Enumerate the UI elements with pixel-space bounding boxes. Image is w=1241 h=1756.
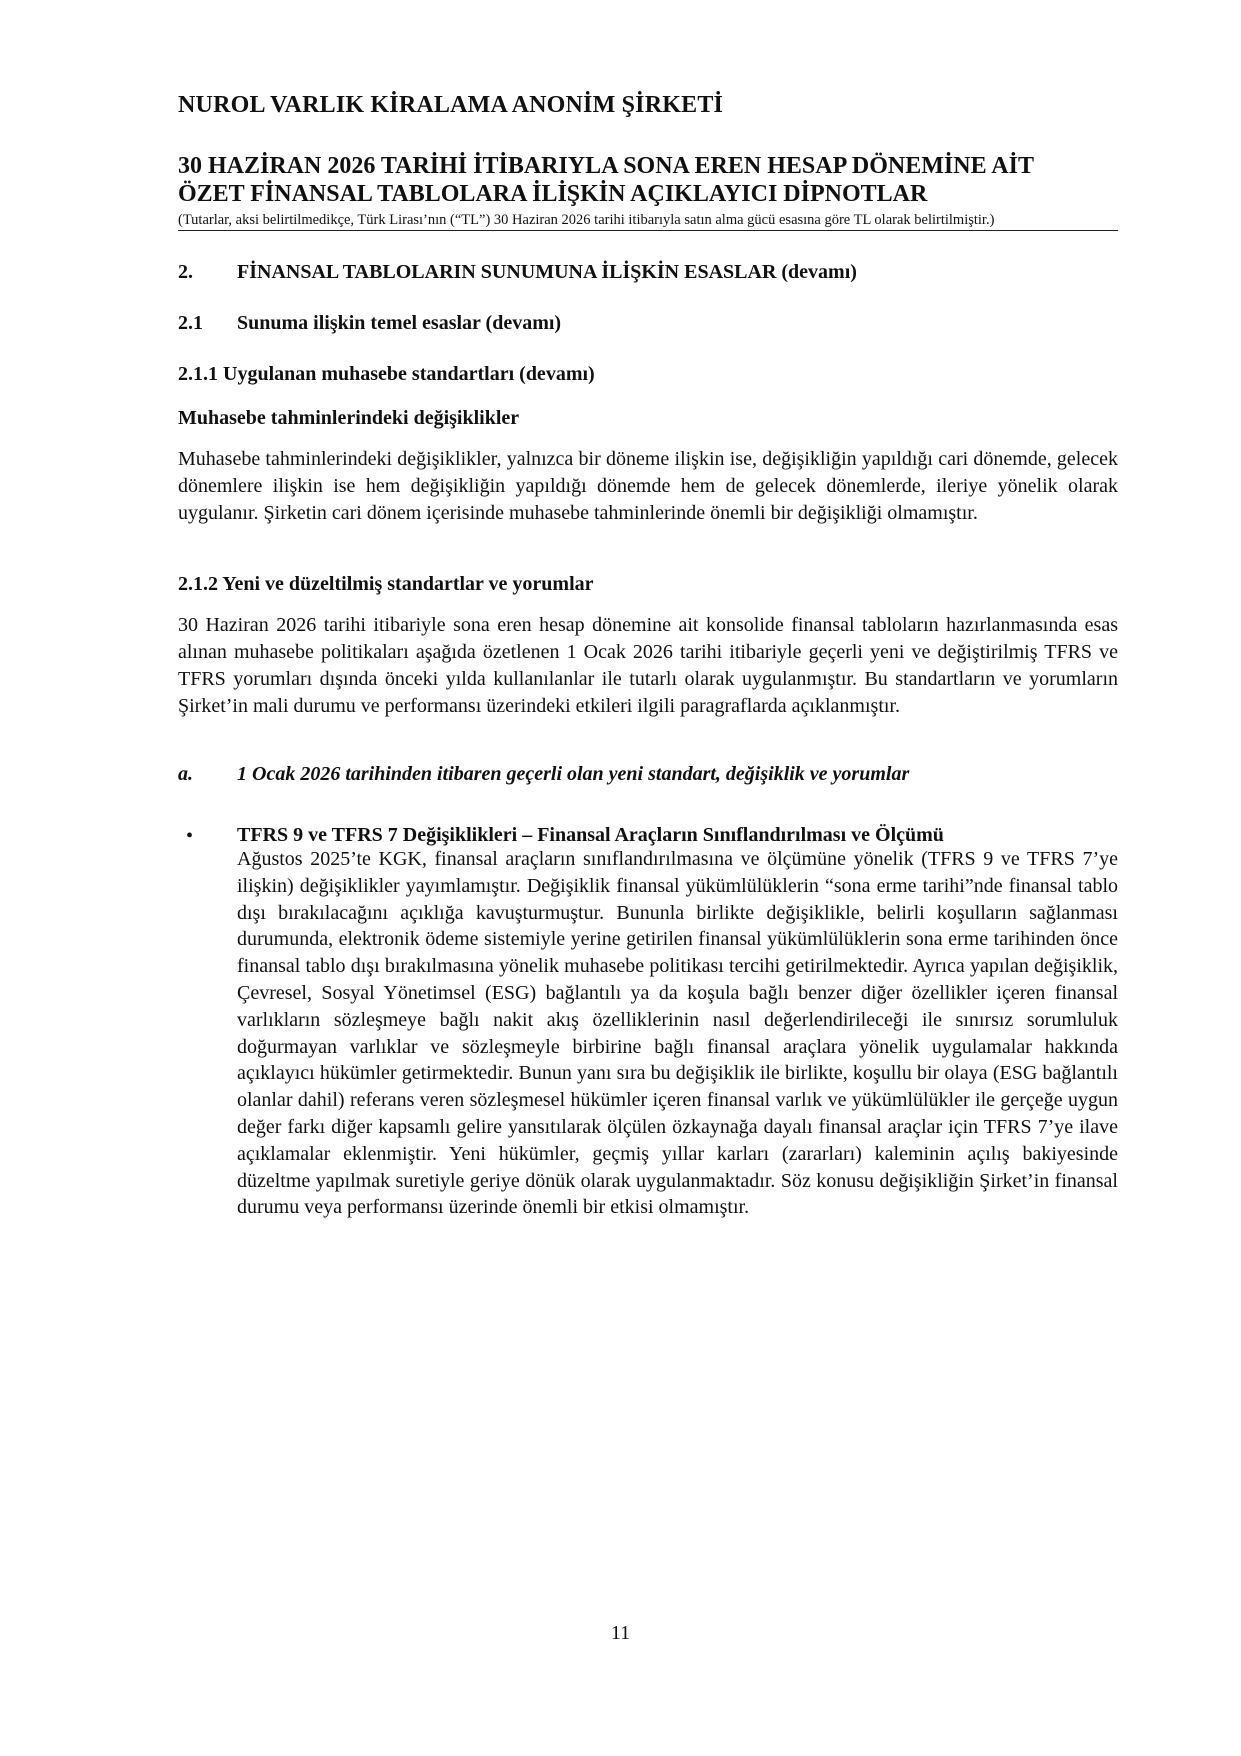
page-number: 11 [610, 1622, 631, 1644]
section-a-number: a. [178, 763, 193, 785]
bullet-icon: • [186, 825, 194, 847]
standards-body: 30 Haziran 2026 tarihi itibariyle sona eren hesap dönemine ait konsolide finansal tabloların hazırlanmasında esas alınan muhasebe politikaları aşağıda özetlenen 1 Ocak 2026 tarihi itibariyle geçerli yeni ve değiştirilmiş TFRS ve TFRS yorumları dışında önceki yılda kullanılanlar ile tutarlı olarak uygulanmıştır. Bu standartların ve yorumların Şirket’in mali durumu ve performansı üzerindeki etkileri ilgili paragraflarda açıklanmıştır. [178, 614, 1118, 717]
standards-paragraph [178, 612, 1118, 720]
section-2-number: 2. [178, 261, 193, 283]
section-2-1-number: 2.1 [178, 312, 203, 334]
tfrs9-heading: TFRS 9 ve TFRS 7 Değişiklikleri – Finansal Araçların Sınıflandırılması ve Ölçümü [237, 824, 944, 846]
document-title-line2: ÖZET FİNANSAL TABLOLARA İLİŞKİN AÇIKLAYICI DİPNOTLAR [178, 181, 928, 207]
currency-note: (Tutarlar, aksi belirtilmedikçe, Türk Lirası’nın (“TL”) 30 Haziran 2026 tarihi itibarıyla satın alma gücü esasına göre TL olarak belirtilmiştir.) [178, 211, 1118, 231]
estimates-paragraph [178, 446, 1118, 527]
section-2-1-1-heading: 2.1.1 Uygulanan muhasebe standartları (devamı) [178, 363, 595, 385]
section-2-title: FİNANSAL TABLOLARIN SUNUMUNA İLİŞKİN ESASLAR (devamı) [237, 261, 857, 283]
section-2-1-heading [178, 311, 561, 335]
section-2-heading [178, 260, 857, 284]
estimates-heading: Muhasebe tahminlerindeki değişiklikler [178, 407, 520, 429]
section-a-heading [178, 762, 909, 786]
estimates-body: Muhasebe tahminlerindeki değişiklikler, yalnızca bir döneme ilişkin ise, değişikliğin yapıldığı cari dönemde, gelecek dönemlere ilişkin ise hem değişikliğin yapıldığı dönemde hem de gelecek dönemlerde, ileriye yönelik olarak uygulanır. Şirketin cari dönem içerisinde muhasebe tahminlerinde önemli bir değişikliği olmamıştır. [178, 448, 1118, 524]
tfrs9-paragraph: Ağustos 2025’te KGK, finansal araçların sınıflandırılmasına ve ölçümüne yönelik (TFRS 9 ve TFRS 7’ye ilişkin) değişiklikler yayımlamıştır. Değişiklik finansal yükümlülüklerin “sona erme tarihi”nde finansal tablo dışı bırakılacağını açıklığa kavuşturmuştur. Bununla birlikte değişiklikle, belirli koşulların sağlanması durumunda, elektronik ödeme sistemiyle yerine getirilen finansal yükümlülüklerin sona erme tarihinden önce finansal tablo dışı bırakılmasına yönelik muhasebe politikası tercihi getirilmektedir. Ayrıca yapılan değişiklik, Çevresel, Sosyal Yönetimsel (ESG) bağlantılı ya da koşula bağlı benzer diğer özellikler içeren finansal varlıkların sözleşmeye bağlı nakit akış özelliklerinin nasıl değerlendirileceği ile sınırsız sorumluluk doğurmayan varlıklar ve sözleşmeyle birbirine bağlı finansal araçlara yönelik uygulamalar hakkında açıklayıcı hükümler getirmektedir. Bunun yanı sıra bu değişiklik ile birlikte, koşullu bir olaya (ESG bağlantılı olanlar dahil) referans veren sözleşmesel hükümler içeren finansal varlık ve yükümlülükler ile gerçeğe uygun değer farkı diğer kapsamlı gelire yansıtılarak ölçülen özkaynağa dayalı finansal araçlar için TFRS 7’ye ilave açıklamalar eklenmiştir. Yeni hükümler, geçmiş yıllar karları (zararları) kaleminin açılış bakiyesinde düzeltme yapılmak suretiyle geriye dönük olarak uygulanmaktadır. Söz konusu değişikliğin Şirket’in finansal durumu veya performansı üzerinde önemli bir etkisi olmamıştır. [237, 848, 1118, 1219]
document-title-line1: 30 HAZİRAN 2026 TARİHİ İTİBARIYLA SONA EREN HESAP DÖNEMİNE AİT [178, 153, 1034, 179]
section-a-title: 1 Ocak 2026 tarihinden itibaren geçerli olan yeni standart, değişiklik ve yorumlar [237, 763, 910, 785]
section-2-1-2-heading: 2.1.2 Yeni ve düzeltilmiş standartlar ve yorumlar [178, 573, 594, 595]
company-name: NUROL VARLIK KİRALAMA ANONİM ŞİRKETİ [178, 92, 724, 118]
section-2-1-title: Sunuma ilişkin temel esaslar (devamı) [237, 312, 562, 334]
